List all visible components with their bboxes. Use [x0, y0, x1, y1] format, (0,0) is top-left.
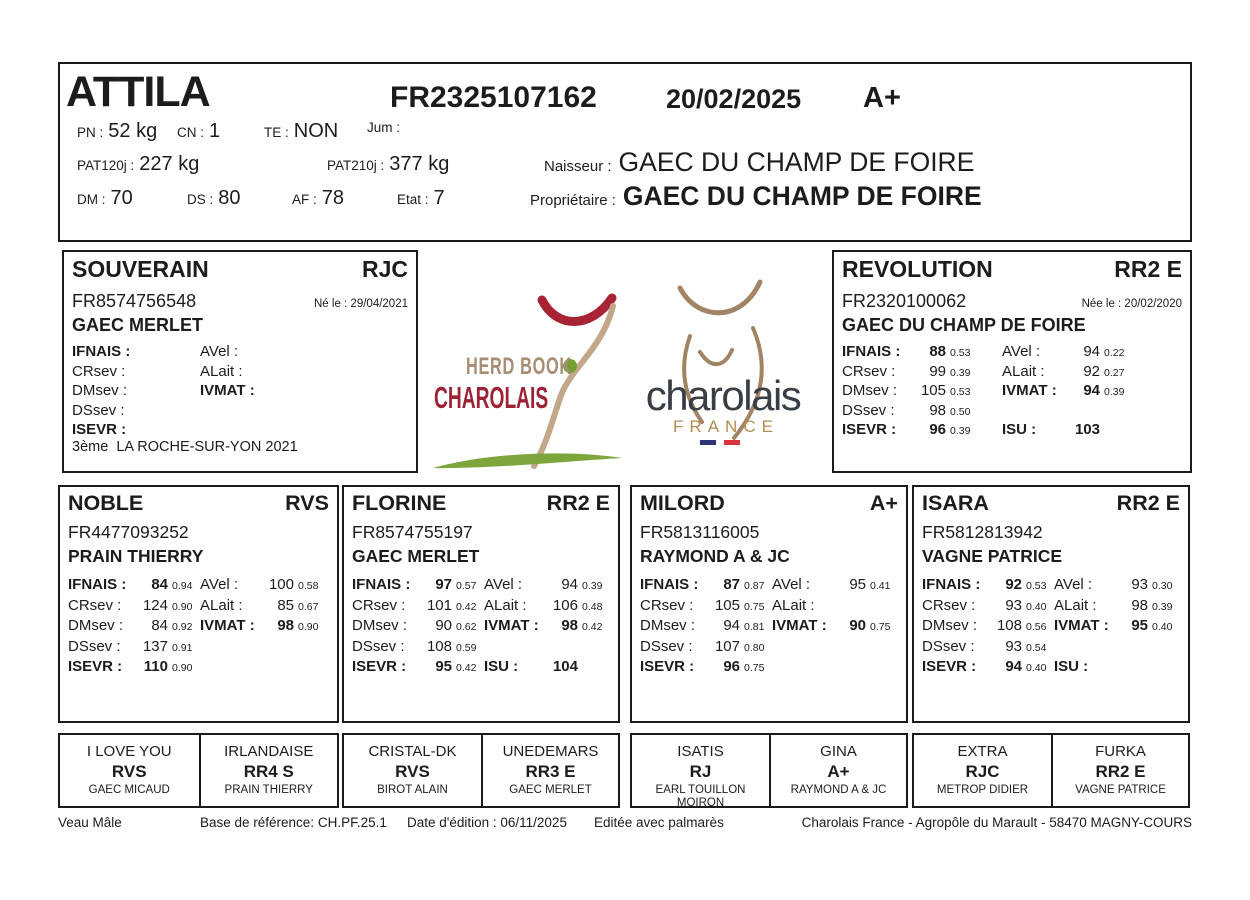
flag-blue-icon — [700, 440, 716, 445]
naisseur-label: Naisseur : — [544, 158, 612, 175]
te-label: TE : — [264, 125, 289, 140]
ggp-breeder: RAYMOND A & JC — [790, 784, 887, 796]
index-dmsev: DMsev : 105 0.53 — [842, 382, 971, 399]
index-ivmat: IVMAT : 95 0.40 — [1054, 617, 1173, 634]
index-dmsev: DMsev : 90 0.62 — [352, 617, 477, 634]
france-text: FRANCE — [673, 417, 779, 436]
ggp-pair-3 — [630, 733, 908, 808]
index-isevr: ISEVR : 96 0.39 — [842, 421, 971, 438]
ggp-qualification: A+ — [827, 762, 850, 781]
gp-index-left — [352, 576, 476, 679]
index-alait: ALait : 98 0.39 — [1054, 596, 1173, 614]
te-value: NON — [293, 120, 339, 142]
ggp-name: CRISTAL-DK — [368, 743, 457, 760]
index-spacer — [1054, 638, 1172, 659]
gp-card-isara — [912, 485, 1190, 723]
index-crsev: CRsev : 101 0.42 — [352, 596, 477, 614]
ggp-pair-2 — [342, 733, 620, 808]
index-alait: ALait : — [772, 596, 815, 614]
gp-index-left — [68, 576, 192, 679]
ggp-pair-1 — [58, 733, 339, 808]
index-avel: AVel : — [200, 343, 239, 360]
footer-address: Charolais France - Agropôle du Marault - 58470 MAGNY-COURS — [801, 815, 1192, 830]
index-isevr: ISEVR : 95 0.42 — [352, 658, 477, 675]
ggp-breeder: METROP DIDIER — [936, 784, 1029, 796]
ggp-cell-extra — [914, 735, 1051, 806]
ggp-cell-i-love-you — [60, 735, 199, 806]
ggp-cell-unedemars — [481, 735, 618, 806]
ggp-name: IRLANDAISE — [224, 743, 314, 760]
index-spacer — [484, 638, 602, 659]
index-dmsev: DMsev : 94 0.81 — [640, 617, 765, 634]
animal-header-card — [58, 62, 1192, 242]
ggp-name: I LOVE YOU — [86, 743, 172, 760]
index-dssev: DSsev : — [72, 401, 125, 419]
gp-index-right — [484, 576, 602, 679]
index-ifnais: IFNAIS : 92 0.53 — [922, 576, 1047, 593]
gp-id-row — [640, 522, 898, 543]
proprietaire-field — [530, 181, 982, 212]
herd-book-charolais-text: CHAROLAIS — [434, 381, 549, 416]
index-crsev: CRsev : 99 0.39 — [842, 362, 971, 380]
ggp-pair-4 — [912, 733, 1190, 808]
gp-index-left — [922, 576, 1046, 679]
index-alait: ALait : 85 0.67 — [200, 596, 319, 614]
cow-head-icon — [700, 350, 732, 364]
gp-index-right — [200, 576, 318, 638]
ggp-cell-furka — [1051, 735, 1188, 806]
birth-date: 20/02/2025 — [666, 84, 802, 114]
index-isevr: ISEVR : 94 0.40 — [922, 658, 1047, 675]
ggp-qualification: RJ — [689, 762, 712, 781]
etat-value: 7 — [433, 187, 445, 209]
naisseur-value: GAEC DU CHAMP DE FOIRE — [618, 147, 975, 177]
footer-edition: Date d'édition : 06/11/2025 — [407, 815, 567, 830]
gp-name: NOBLE — [68, 491, 144, 515]
gp-breeder: PRAIN THIERRY — [68, 546, 204, 566]
cow-horns-icon — [680, 282, 760, 313]
index-dmsev: DMsev : 84 0.92 — [68, 617, 193, 634]
proprietaire-value: GAEC DU CHAMP DE FOIRE — [622, 181, 982, 211]
gp-index-right — [772, 576, 890, 638]
sire-birth-date: Né le : 29/04/2021 — [314, 298, 408, 310]
herd-book-charolais-logo — [430, 280, 630, 480]
gp-qualification: A+ — [869, 491, 898, 515]
green-swoosh-icon — [433, 453, 622, 468]
animal-name: ATTILA — [66, 68, 210, 116]
pat120-label: PAT120j : — [77, 158, 135, 173]
index-crsev: CRsev : — [72, 362, 126, 380]
ggp-name: ISATIS — [677, 743, 724, 760]
gp-breeder: RAYMOND A & JC — [640, 546, 790, 566]
index-alait: ALait : 92 0.27 — [1002, 362, 1125, 380]
ggp-qualification: RR2 E — [1095, 762, 1146, 781]
index-ivmat: IVMAT : 98 0.90 — [200, 617, 319, 634]
index-isevr: ISEVR : — [72, 421, 127, 438]
etat-label: Etat : — [397, 192, 429, 207]
gp-card-head — [640, 491, 898, 516]
ggp-qualification: RJC — [965, 762, 1000, 781]
charolais-france-logo — [618, 268, 828, 483]
ggp-cell-cristal-dk — [344, 735, 481, 806]
gp-breeder: GAEC MERLET — [352, 546, 480, 566]
af-field — [292, 187, 344, 210]
gp-breeder: VAGNE PATRICE — [922, 546, 1063, 566]
ggp-breeder: GAEC MERLET — [509, 784, 592, 796]
pat210-field — [327, 153, 449, 176]
gp-qualification: RR2 E — [546, 491, 610, 515]
ggp-cell-gina — [769, 735, 906, 806]
index-dssev: DSsev : 108 0.59 — [352, 637, 477, 655]
te-field — [264, 120, 338, 143]
gp-card-head — [922, 491, 1180, 516]
pn-field — [77, 120, 157, 143]
index-isevr: ISEVR : 110 0.90 — [68, 658, 193, 675]
index-ifnais: IFNAIS : — [72, 343, 131, 360]
index-ivmat: IVMAT : — [200, 382, 255, 399]
index-ifnais: IFNAIS : 97 0.57 — [352, 576, 477, 593]
ggp-breeder: PRAIN THIERRY — [224, 784, 313, 796]
index-crsev: CRsev : 124 0.90 — [68, 596, 193, 614]
ggp-qualification: RVS — [395, 762, 430, 781]
dam-birth-date: Née le : 20/02/2020 — [1081, 298, 1182, 310]
pat120-value: 227 kg — [139, 153, 200, 175]
dam-card — [832, 250, 1192, 473]
pn-label: PN : — [77, 125, 104, 140]
index-ifnais: IFNAIS : 87 0.87 — [640, 576, 765, 593]
gp-card-noble — [58, 485, 339, 723]
gp-qualification: RVS — [285, 491, 329, 515]
footer-reference: Base de référence: CH.PF.25.1 — [200, 815, 387, 830]
etat-field — [397, 187, 445, 210]
index-isevr: ISEVR : 96 0.75 — [640, 658, 765, 675]
animal-id: FR2325107162 — [390, 81, 597, 114]
cn-field — [177, 120, 220, 143]
index-dssev: DSsev : 93 0.54 — [922, 637, 1047, 655]
gp-id-row — [68, 522, 329, 543]
flag-red-icon — [724, 440, 740, 445]
ggp-breeder: EARL TOUILLON MOIRON — [655, 784, 746, 806]
index-crsev: CRsev : 105 0.75 — [640, 596, 765, 614]
ggp-name: GINA — [820, 743, 857, 760]
pat210-value: 377 kg — [389, 153, 450, 175]
jum-label: Jum : — [367, 120, 401, 135]
dam-name: REVOLUTION — [842, 256, 993, 282]
index-avel: AVel : 94 0.39 — [484, 576, 603, 593]
index-ivmat: IVMAT : 98 0.42 — [484, 617, 603, 634]
dam-index-left — [842, 343, 970, 441]
sire-index-right — [200, 343, 302, 402]
index-dmsev: DMsev : — [72, 382, 128, 399]
ggp-qualification: RVS — [111, 762, 147, 781]
sire-id: FR8574756548 — [72, 291, 197, 311]
cn-label: CN : — [177, 125, 204, 140]
charolais-text: charolais — [645, 372, 801, 419]
index-dssev: DSsev : 98 0.50 — [842, 401, 971, 419]
herd-book-text: HERD BOOK — [466, 352, 572, 380]
ggp-name: EXTRA — [957, 743, 1008, 760]
footer-sex: Veau Mâle — [58, 815, 122, 830]
sire-card-head — [72, 256, 408, 283]
dam-id-row — [842, 291, 1182, 312]
sire-index-left — [72, 343, 180, 441]
cn-value: 1 — [209, 120, 221, 142]
index-crsev: CRsev : 93 0.40 — [922, 596, 1047, 614]
index-alait: ALait : — [200, 362, 243, 380]
ds-field — [187, 187, 241, 210]
proprietaire-label: Propriétaire : — [530, 192, 616, 209]
ggp-qualification: RR4 S — [243, 762, 294, 781]
footer-palmares: Editée avec palmarès — [594, 815, 724, 830]
ggp-cell-isatis — [632, 735, 769, 806]
dm-label: DM : — [77, 192, 106, 207]
naisseur-field — [544, 147, 974, 178]
dm-value: 70 — [110, 187, 133, 209]
gp-id: FR5813116005 — [640, 522, 760, 542]
dam-index-right — [1002, 343, 1124, 441]
ggp-cell-irlandaise — [199, 735, 338, 806]
sire-card — [62, 250, 418, 473]
sire-id-row — [72, 291, 408, 312]
sire-breeder: GAEC MERLET — [72, 315, 204, 335]
jum-field — [367, 120, 405, 135]
index-ivmat: IVMAT : 94 0.39 — [1002, 382, 1125, 399]
index-isu: ISU : — [1054, 658, 1089, 675]
ggp-name: FURKA — [1095, 743, 1146, 760]
gp-id: FR4477093252 — [68, 522, 189, 542]
af-label: AF : — [292, 192, 317, 207]
docility-grade: A+ — [863, 82, 901, 114]
sire-name: SOUVERAIN — [72, 256, 209, 282]
index-ifnais: IFNAIS : 88 0.53 — [842, 343, 971, 360]
index-avel: AVel : 95 0.41 — [772, 576, 891, 593]
index-dmsev: DMsev : 108 0.56 — [922, 617, 1047, 634]
ds-value: 80 — [218, 187, 241, 209]
pn-value: 52 kg — [108, 120, 158, 142]
gp-card-head — [352, 491, 610, 516]
index-avel: AVel : 100 0.58 — [200, 576, 319, 593]
ds-label: DS : — [187, 192, 214, 207]
index-isu: ISU : 104 — [484, 658, 578, 675]
pat210-label: PAT210j : — [327, 158, 385, 173]
gp-card-milord — [630, 485, 908, 723]
index-ivmat: IVMAT : 90 0.75 — [772, 617, 891, 634]
gp-id-row — [922, 522, 1180, 543]
dam-id: FR2320100062 — [842, 291, 967, 311]
gp-qualification: RR2 E — [1116, 491, 1180, 515]
gp-card-florine — [342, 485, 620, 723]
sire-palmares: 3ème LA ROCHE-SUR-YON 2021 — [72, 439, 298, 455]
gp-name: MILORD — [640, 491, 725, 515]
bull-horn-icon — [542, 298, 612, 322]
index-ifnais: IFNAIS : 84 0.94 — [68, 576, 193, 593]
index-avel: AVel : 93 0.30 — [1054, 576, 1173, 593]
gp-id: FR8574755197 — [352, 522, 473, 542]
gp-name: ISARA — [922, 491, 989, 515]
dam-card-head — [842, 256, 1182, 283]
gp-id: FR5812813942 — [922, 522, 1043, 542]
index-dssev: DSsev : 137 0.91 — [68, 637, 193, 655]
gp-card-head — [68, 491, 329, 516]
ggp-qualification: RR3 E — [525, 762, 576, 781]
ggp-breeder: BIROT ALAIN — [377, 784, 448, 796]
ggp-breeder: VAGNE PATRICE — [1075, 784, 1166, 796]
index-alait: ALait : 106 0.48 — [484, 596, 603, 614]
index-avel: AVel : 94 0.22 — [1002, 343, 1125, 360]
dam-qualification: RR2 E — [1114, 256, 1182, 282]
gp-index-right — [1054, 576, 1172, 679]
index-dssev: DSsev : 107 0.80 — [640, 637, 765, 655]
af-value: 78 — [321, 187, 345, 209]
ggp-breeder: GAEC MICAUD — [88, 784, 170, 796]
index-spacer — [1002, 402, 1124, 422]
gp-id-row — [352, 522, 610, 543]
pat120-field — [77, 153, 199, 176]
ggp-name: UNEDEMARS — [502, 743, 599, 760]
dam-breeder: GAEC DU CHAMP DE FOIRE — [842, 315, 1086, 335]
index-isu: ISU : 103 — [1002, 421, 1100, 438]
dm-field — [77, 187, 133, 210]
gp-index-left — [640, 576, 764, 679]
gp-name: FLORINE — [352, 491, 447, 515]
sire-qualification: RJC — [361, 256, 408, 282]
